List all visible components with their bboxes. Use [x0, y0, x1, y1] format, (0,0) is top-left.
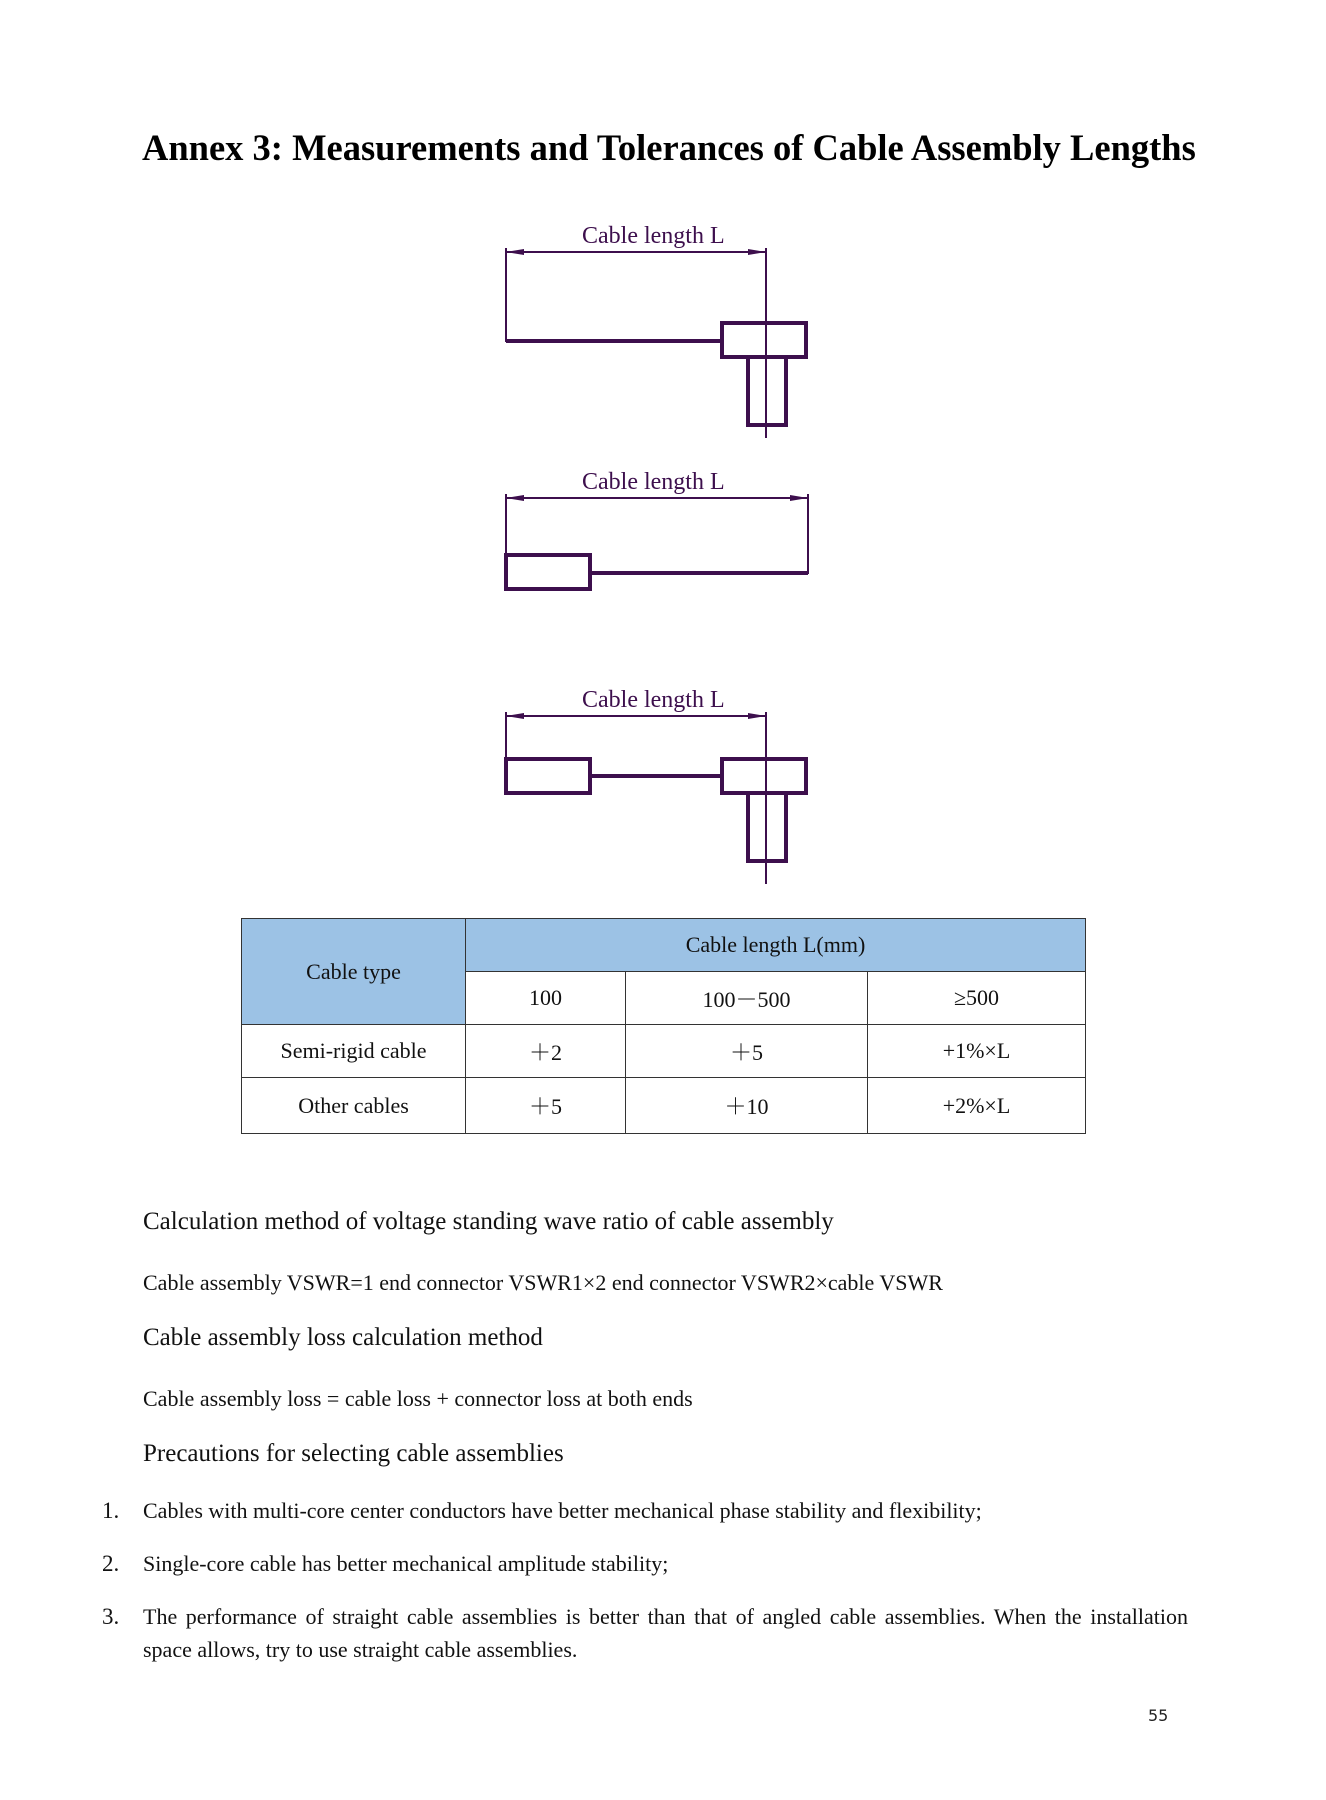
vswr-formula: Cable assembly VSWR=1 end connector VSWR1×2 end connector VSWR2×cable VSWR	[143, 1270, 943, 1295]
list-number: 1.	[102, 1498, 120, 1523]
figure-angled-connector	[490, 220, 830, 440]
row-value: ＋10	[626, 1078, 868, 1134]
figure-straight-and-angled-connectors	[490, 684, 830, 884]
loss-heading: Cable assembly loss calculation method	[143, 1324, 543, 1351]
length-tolerance-table	[241, 918, 1086, 1134]
table-row	[242, 1025, 1086, 1078]
list-item	[102, 1494, 1188, 1527]
dimension-arrow-right	[790, 495, 808, 501]
dimension-arrow-right	[748, 713, 766, 719]
header-col-100: 100	[466, 972, 626, 1025]
angled-connector-drawing	[490, 220, 830, 440]
dimension-arrow-left	[506, 713, 524, 719]
header-cable-length: Cable length L(mm)	[466, 919, 1086, 972]
row-value: ＋2	[466, 1025, 626, 1078]
list-text: Cables with multi-core center conductors have better mechanical phase stability and flexibility;	[143, 1498, 982, 1523]
row-type: Semi-rigid cable	[242, 1025, 466, 1078]
connector-body	[506, 555, 590, 589]
figure-straight-connector	[490, 466, 830, 606]
dimension-arrow-left	[506, 249, 524, 255]
list-number: 2.	[102, 1551, 120, 1576]
row-type: Other cables	[242, 1078, 466, 1134]
row-value: +2%×L	[868, 1078, 1086, 1134]
header-col-over-500: ≥500	[868, 972, 1086, 1025]
cable-length-label: Cable length L	[582, 469, 725, 495]
list-text: Single-core cable has better mechanical amplitude stability;	[143, 1551, 669, 1576]
page-title: Annex 3: Measurements and Tolerances of Cable Assembly Lengths	[142, 127, 1196, 168]
table-row	[242, 1078, 1086, 1134]
dimension-arrow-left	[506, 495, 524, 501]
list-item	[102, 1547, 1188, 1580]
cable-length-label: Cable length L	[582, 223, 725, 249]
connector-head	[722, 323, 806, 357]
row-value: +1%×L	[868, 1025, 1086, 1078]
loss-formula: Cable assembly loss = cable loss + connector loss at both ends	[143, 1386, 693, 1411]
dual-connector-drawing	[490, 684, 830, 884]
straight-connector-body	[506, 759, 590, 793]
dimension-arrow-right	[748, 249, 766, 255]
precautions-heading: Precautions for selecting cable assemblies	[143, 1440, 564, 1467]
list-text: The performance of straight cable assemblies is better than that of angled cable assemblies. When the installation space allows, try to use straight cable assemblies.	[143, 1604, 1188, 1662]
row-value: ＋5	[466, 1078, 626, 1134]
header-col-100-500: 100－500	[626, 972, 868, 1025]
row-value: ＋5	[626, 1025, 868, 1078]
vswr-heading: Calculation method of voltage standing wave ratio of cable assembly	[143, 1208, 834, 1235]
list-item	[102, 1600, 1188, 1666]
page-number: 55	[1148, 1706, 1169, 1725]
list-number: 3.	[102, 1604, 120, 1629]
angled-connector-head	[722, 759, 806, 793]
cable-length-label: Cable length L	[582, 687, 725, 713]
header-cable-type: Cable type	[242, 919, 466, 1025]
